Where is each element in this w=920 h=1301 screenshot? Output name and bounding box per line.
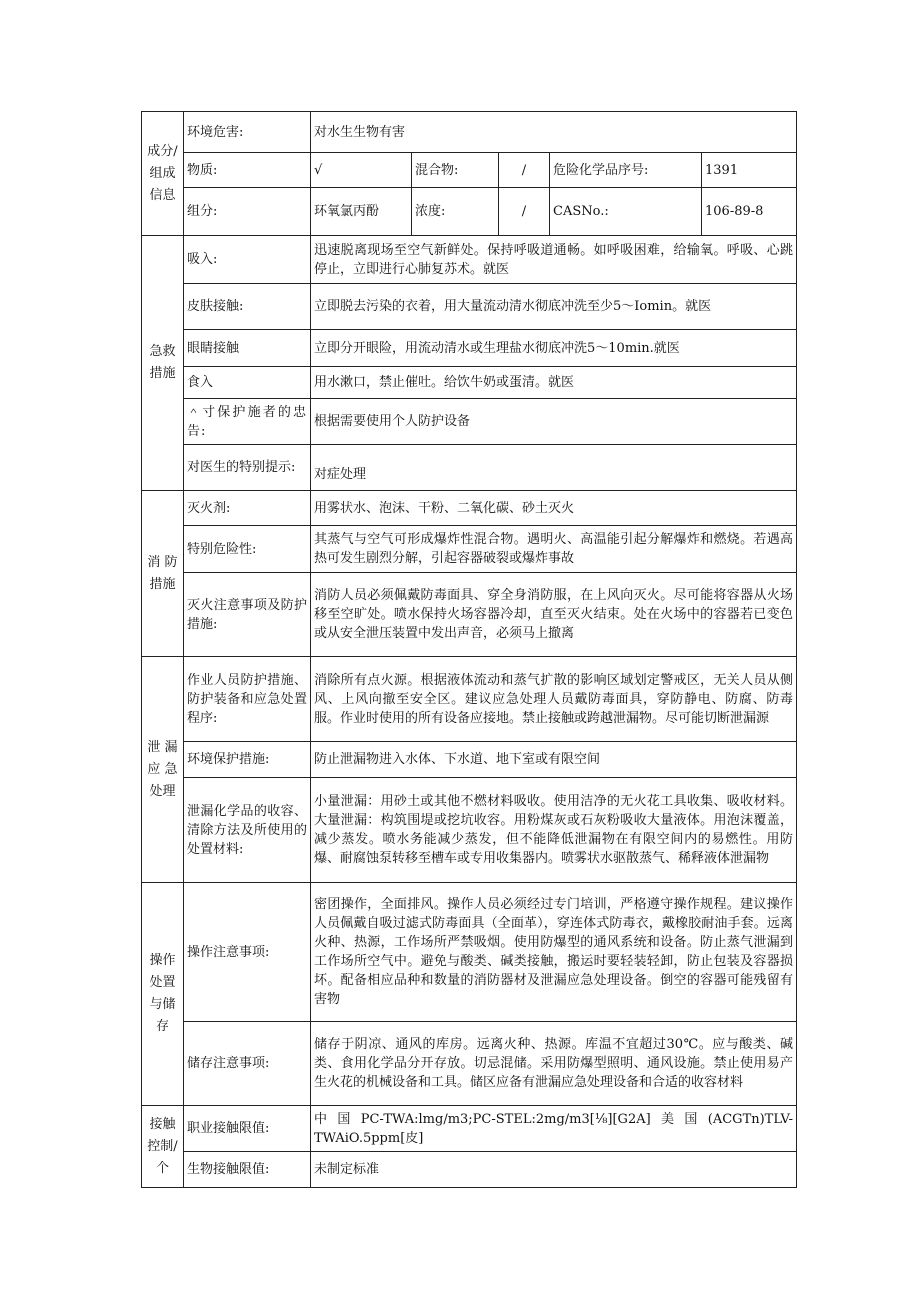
concentration-value: / [499, 188, 550, 236]
handling-op-value: 密团操作，全面排风。操作人员必须经过专门培训，严格遵守操作规程。建议操作人员佩戴自吸过滤式防毒面具（全面革），穿连体式防毒衣，戴橡胶耐油手套。远离火种、热源，工作场所严禁吸烟。使用防爆型的通风系统和设备。防止蒸气泄漏到工作场所空气中。避免与酸类、碱类接触，搬运时要轻装轻卸，防止包装及容器损坏。配备相应品种和数量的消防器材及泄漏应急处理设备。倒空的容器可能残留有害物 [311, 883, 797, 1022]
row-substance [142, 153, 797, 188]
msds-table [141, 111, 797, 1188]
leak-cleanup-label: 泄漏化学品的收容、清除方法及所使用的处置材料: [184, 778, 311, 883]
eye-label: 眼睛接触 [184, 330, 311, 367]
leak-env-label: 环境保护措施: [184, 742, 311, 778]
handling-op-label: 操作注意事项: [184, 883, 311, 1022]
substance-value: √ [311, 153, 412, 188]
fire-hazard-label: 特别危险性: [184, 526, 311, 573]
fire-hazard-value: 其蒸气与空气可形成爆炸性混合物。遇明火、高温能引起分解爆炸和燃烧。若遇高热可发生剧烈分解，引起容器破裂或爆炸事故 [311, 526, 797, 573]
section-fire: 消 防措施 [142, 491, 184, 657]
row-bio [142, 1152, 797, 1188]
row-skin [142, 284, 797, 330]
section-exposure: 接触控制/个 [142, 1106, 184, 1188]
fire-notes-value: 消防人员必须佩戴防毒面具、穿全身消防服，在上风向灭火。尽可能将容器从火场移至空旷处。喷水保持火场容器冷却，直至灭火结束。处在火场中的容器若已变色或从安全泄压装置中发出声音，必须马上撤离 [311, 573, 797, 657]
env-hazard-label: 环境危害: [184, 112, 311, 153]
ingest-label: 食入 [184, 367, 311, 399]
bio-label: 生物接触限值: [184, 1152, 311, 1188]
inhale-label: 吸入: [184, 236, 311, 284]
fire-notes-label: 灭火注意事项及防护措施: [184, 573, 311, 657]
row-leak-personal [142, 657, 797, 742]
concentration-label: 浓度: [412, 188, 499, 236]
fire-agent-value: 用雾状水、泡沫、干粉、二氧化碳、砂土灭火 [311, 491, 797, 526]
row-ingest [142, 367, 797, 399]
cas-value: 106-89-8 [702, 188, 797, 236]
fire-agent-label: 灭火剂: [184, 491, 311, 526]
skin-label: 皮肤接触: [184, 284, 311, 330]
row-doctor [142, 445, 797, 491]
row-rescuer [142, 399, 797, 445]
section-first-aid: 急救措施 [142, 236, 184, 491]
leak-cleanup-value: 小量泄漏：用砂土或其他不燃材料吸收。使用洁净的无火花工具收集、吸收材料。大量泄漏：构筑围堤或挖坑收容。用粉煤灰或石灰粉吸收大量液体。用泡沫覆盖，减少蒸发。喷水务能减少蒸发，但不能降低泄漏物在有限空间内的易燃性。用防爆、耐腐蚀泵转移至槽车或专用收集器内。喷雾状水驱散蒸气、稀释液体泄漏物 [311, 778, 797, 883]
component-label: 组分: [184, 188, 311, 236]
doctor-label: 对医生的特别提示: [184, 445, 311, 491]
section-composition: 成分/组成信息 [142, 112, 184, 236]
section-leak: 泄 漏应 急处理 [142, 657, 184, 883]
cas-label: CASNo.: [550, 188, 702, 236]
oel-label: 职业接触限值: [184, 1106, 311, 1152]
ingest-value: 用水漱口，禁止催吐。给饮牛奶或蛋清。就医 [311, 367, 797, 399]
leak-env-value: 防止泄漏物进入水体、下水道、地下室或有限空间 [311, 742, 797, 778]
row-leak-env [142, 742, 797, 778]
handling-storage-value: 储存于阴凉、通风的库房。远离火种、热源。库温不宜超过30℃。应与酸类、碱类、食用化学品分开存放。切忌混储。采用防爆型照明、通风设施。禁止使用易产生火花的机械设备和工具。储区应备有泄漏应急处理设备和合适的收容材料 [311, 1022, 797, 1106]
bio-value: 未制定标准 [311, 1152, 797, 1188]
inhale-value: 迅速脱离现场至空气新鲜处。保持呼吸道通畅。如呼吸困难，给输氧。呼吸、心跳停止，立即进行心肺复苏术。就医 [311, 236, 797, 284]
row-env-hazard [142, 112, 797, 153]
leak-personal-label: 作业人员防护措施、防护装备和应急处置程序: [184, 657, 311, 742]
row-fire-notes [142, 573, 797, 657]
mixture-label: 混合物: [412, 153, 499, 188]
leak-personal-value: 消除所有点火源。根据液体流动和蒸气扩散的影响区域划定警戒区，无关人员从侧风、上风向撤至安全区。建议应急处理人员戴防毒面具，穿防静电、防腐、防毒服。作业时使用的所有设备应接地。禁止接触或跨越泄漏物。尽可能切断泄漏源 [311, 657, 797, 742]
substance-label: 物质: [184, 153, 311, 188]
row-eye [142, 330, 797, 367]
handling-storage-label: 储存注意事项: [184, 1022, 311, 1106]
hazchem-no-label: 危险化学品序号: [550, 153, 702, 188]
row-fire-agent [142, 491, 797, 526]
oel-value: 中国PC-TWA:lmg∕m3;PC-STEL:2mg∕m3[⅛][G2A]美国(ACGTn)TLV-TWAiO.5ppm[皮] [311, 1106, 797, 1152]
row-handling-op [142, 883, 797, 1022]
row-component [142, 188, 797, 236]
skin-value: 立即脱去污染的衣着，用大量流动清水彻底冲洗至少5～Iomin。就医 [311, 284, 797, 330]
row-oel [142, 1106, 797, 1152]
doctor-value: 对症处理 [311, 445, 797, 491]
row-leak-cleanup [142, 778, 797, 883]
env-hazard-value: 对水生生物有害 [311, 112, 797, 153]
rescuer-value: 根据需要使用个人防护设备 [311, 399, 797, 445]
mixture-value: / [499, 153, 550, 188]
rescuer-label: ＾寸保护施者的忠告: [184, 399, 311, 445]
hazchem-no-value: 1391 [702, 153, 797, 188]
row-fire-hazard [142, 526, 797, 573]
section-handling: 操作处置与储存 [142, 883, 184, 1106]
row-handling-storage [142, 1022, 797, 1106]
component-value: 环氧氯丙酚 [311, 188, 412, 236]
eye-value: 立即分开眼险，用流动清水或生理盐水彻底冲洗5～10min.就医 [311, 330, 797, 367]
row-inhale [142, 236, 797, 284]
